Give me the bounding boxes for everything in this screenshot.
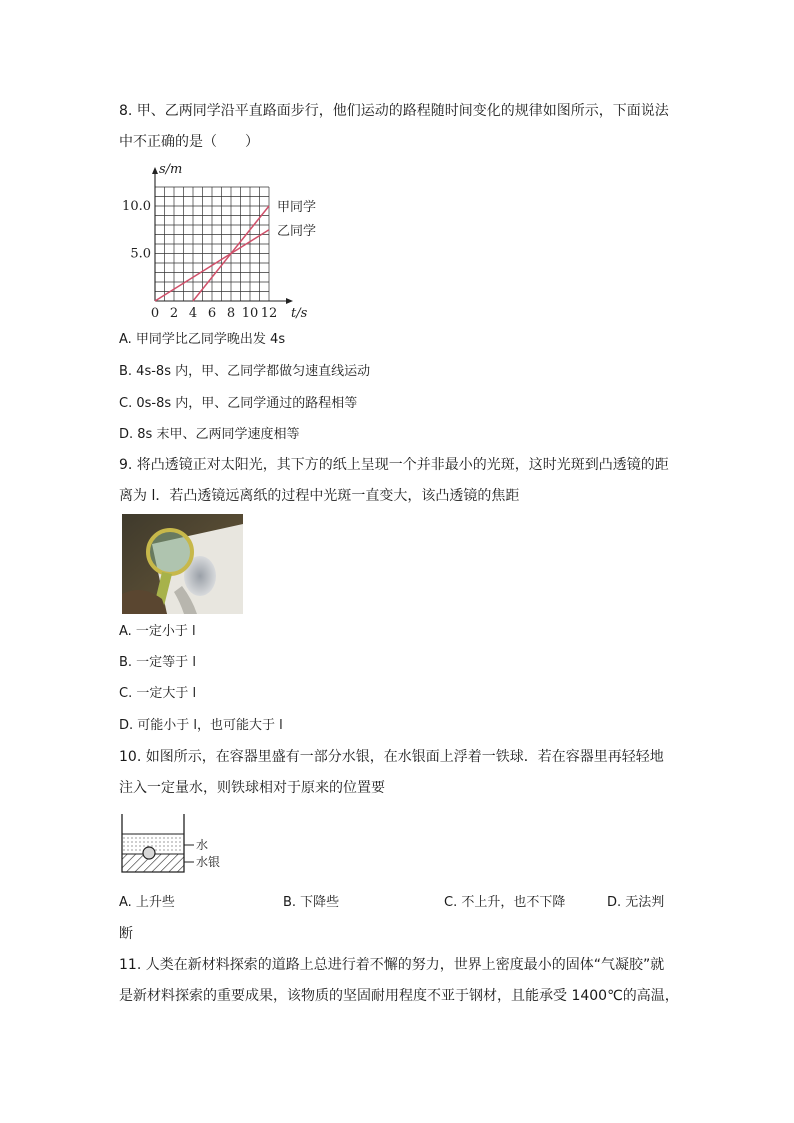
q10-stem-line-2: 注入一定量水，则铁球相对于原来的位置要 [119,780,385,796]
q10-option-a[interactable]: A. 上升些 [119,895,175,910]
q9-lens-photo [122,514,243,614]
x-axis-arrow [286,298,293,304]
legend-label-1: 乙同学 [277,223,317,239]
x-tick-label: 4 [188,306,198,321]
x-tick-label: 0 [150,306,160,321]
chart-labels [122,162,316,321]
q8-option-a[interactable]: A. 甲同学比乙同学晚出发 4s [119,332,286,347]
q11-stem-line-2: 是新材料探索的重要成果，该物质的坚固耐用程度不亚于钢材，且能承受 1400℃的高温， [119,988,679,1004]
q11-stem-line-1: 11. 人类在新材料探索的道路上总进行着不懈的努力，世界上密度最小的固体“气凝胶”就 [119,957,665,973]
q10-option-d-wrap: 断 [119,926,133,942]
q10-option-c[interactable]: C. 不上升，也不下降 [444,895,566,910]
q8-st-graph [118,160,333,325]
legend-label-0: 甲同学 [277,200,317,215]
q9-stem-line-2: 离为 l．若凸透镜远离纸的过程中光斑一直变大，该凸透镜的焦距 [119,488,520,504]
q10-option-b[interactable]: B. 下降些 [283,895,340,910]
iron-ball [143,847,155,859]
q9-option-d[interactable]: D. 可能小于 l，也可能大于 l [119,718,283,733]
q8-stem-line-2: 中不正确的是（ ） [119,134,259,150]
q9-option-a[interactable]: A. 一定小于 l [119,624,196,639]
y-tick-label: 5.0 [130,246,151,262]
x-tick-label: 2 [169,306,179,321]
x-tick-label: 6 [207,306,217,321]
mercury-label: 水银 [196,855,221,869]
q8-stem-line-1: 8. 甲、乙两同学沿平直路面步行，他们运动的路程随时间变化的规律如图所示，下面说法 [119,103,669,119]
water-label: 水 [196,838,209,852]
q10-stem-line-1: 10. 如图所示，在容器里盛有一部分水银，在水银面上浮着一铁球．若在容器里再轻轻地 [119,749,664,765]
q8-option-c[interactable]: C. 0s-8s 内，甲、乙同学通过的路程相等 [119,396,358,411]
y-tick-label: 10.0 [122,199,151,214]
q9-option-b[interactable]: B. 一定等于 l [119,655,196,670]
x-tick-label: 10 [241,306,259,321]
x-tick-label: 12 [260,306,278,321]
y-axis-arrow [152,167,158,174]
x-tick-label: 8 [226,306,236,321]
y-axis-label: s/m [159,162,183,177]
q9-stem-line-1: 9. 将凸透镜正对太阳光，其下方的纸上呈现一个并非最小的光斑，这时光斑到凸透镜的距 [119,457,669,473]
q10-container-figure [118,812,228,880]
q8-option-b[interactable]: B. 4s-8s 内，甲、乙同学都做匀速直线运动 [119,364,371,379]
chart-axes [152,167,293,304]
x-axis-label: t/s [291,306,308,321]
q9-option-c[interactable]: C. 一定大于 l [119,686,197,701]
q8-option-d[interactable]: D. 8s 末甲、乙两同学速度相等 [119,427,300,442]
q10-option-d[interactable]: D. 无法判 [607,895,665,910]
chart-grid [155,187,269,301]
